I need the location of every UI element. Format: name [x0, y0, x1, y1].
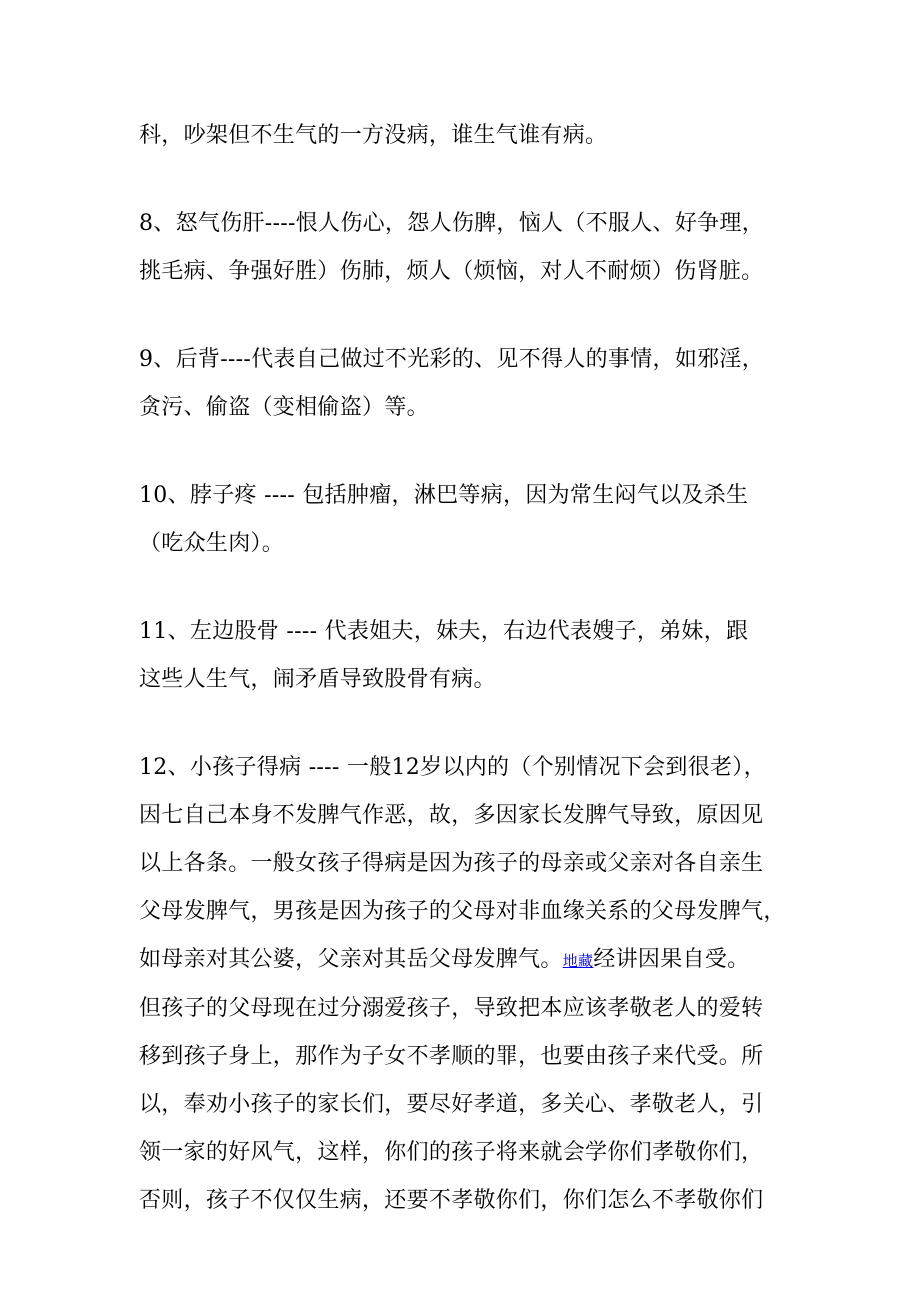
text-line: 11、左边股骨 ---- 代表姐夫，妹夫，右边代表嫂子，弟妹，跟	[139, 619, 749, 644]
text-line: 以上各条。一般女孩子得病是因为孩子的母亲或父亲对各自亲生	[139, 851, 764, 876]
text-line: 这些人生气，闹矛盾导致股骨有病。	[139, 667, 496, 692]
paragraph-item-12	[139, 744, 799, 1225]
text-line: 以，奉劝小孩子的家长们，要尽好孝道，多关心、孝敬老人，引	[139, 1092, 764, 1117]
text-line: 8、怒气伤肝----恨人伤心，怨人伤脾，恼人（不服人、好争理，	[139, 211, 765, 236]
paragraph-item-10	[139, 472, 799, 568]
text-line: 10、脖子疼 ---- 包括肿瘤，淋巴等病，因为常生闷气以及杀生	[139, 483, 749, 508]
text-line: 但孩子的父母现在过分溺爱孩子，导致把本应该孝敬老人的爱转	[139, 996, 764, 1021]
text-line: 科，吵架但不生气的一方没病，谁生气谁有病。	[139, 123, 608, 148]
text-line: 12、小孩子得病 ---- 一般12岁以内的（个别情况下会到很老），	[139, 755, 766, 780]
text-line: （吃众生肉）。	[139, 531, 285, 556]
text-line: 父母发脾气，男孩是因为孩子的父母对非血缘关系的父母发脾气，	[139, 899, 786, 924]
paragraph-intro	[139, 112, 799, 160]
text-line: 领一家的好风气，这样，你们的孩子将来就会学你们孝敬你们，	[139, 1140, 764, 1165]
text-line-with-link	[139, 936, 799, 985]
paragraph-item-11	[139, 608, 799, 704]
link-line-after: 经讲因果自受。	[593, 947, 750, 972]
dizang-link[interactable]: 地藏	[562, 952, 594, 970]
paragraph-item-9	[139, 336, 799, 432]
document-body	[139, 112, 799, 1225]
text-line: 9、后背----代表自己做过不光彩的、见不得人的事情，如邪淫，	[139, 347, 765, 372]
link-line-before: 如母亲对其公婆，父亲对其岳父母发脾气。	[139, 947, 563, 972]
text-line: 因七自己本身不发脾气作恶，故，多因家长发脾气导致，原因见	[139, 803, 764, 828]
paragraph-item-8	[139, 200, 799, 296]
text-line: 贪污、偷盗（变相偷盗）等。	[139, 395, 429, 420]
text-line: 挑毛病、争强好胜）伤肺，烦人（烦恼，对人不耐烦）伤肾脏。	[139, 259, 764, 284]
text-line: 移到孩子身上，那作为子女不孝顺的罪，也要由孩子来代受。所	[139, 1044, 764, 1069]
text-line: 否则，孩子不仅仅生病，还要不孝敬你们，你们怎么不孝敬你们	[139, 1188, 764, 1213]
